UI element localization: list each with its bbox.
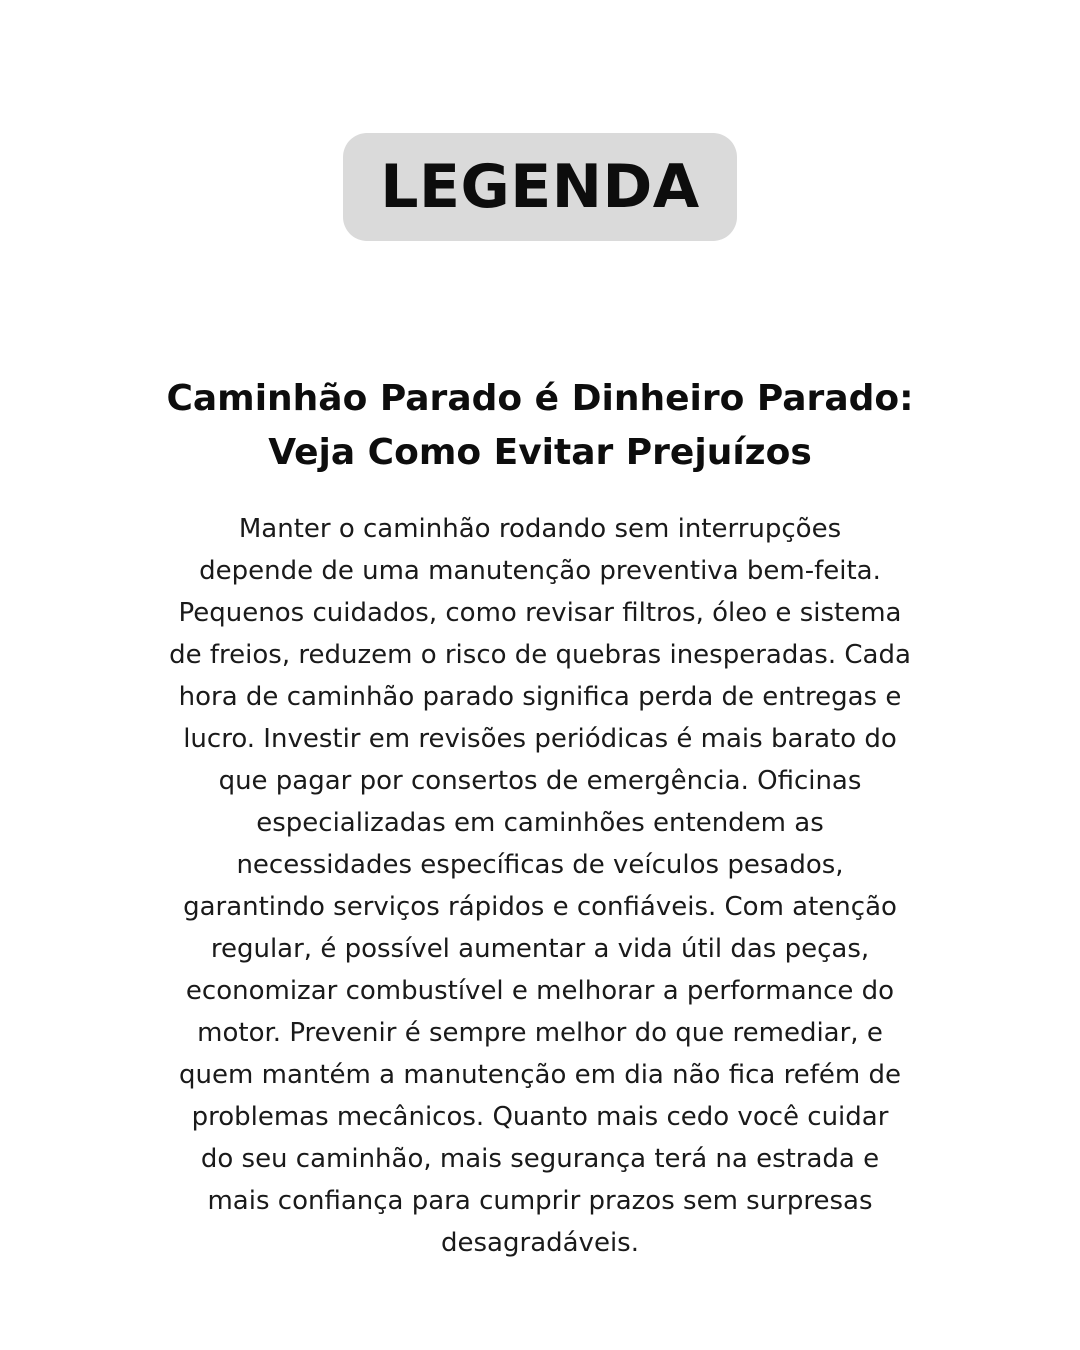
body-line: do seu caminhão, mais segurança terá na estrada e — [200, 1144, 880, 1174]
body-line: mais confiança para cumprir prazos sem surpresas — [207, 1186, 873, 1216]
body-line: regular, é possível aumentar a vida útil das peças, — [210, 934, 870, 964]
headline-line-2: Veja Como Evitar Prejuízos — [268, 432, 812, 473]
body-line: quem mantém a manutenção em dia não fica refém de — [179, 1060, 901, 1090]
badge-label: LEGENDA — [380, 152, 700, 222]
headline-line-1: Caminhão Parado é Dinheiro Parado: — [166, 378, 914, 419]
body-paragraph — [90, 508, 990, 1264]
body-line: garantindo serviços rápidos e confiáveis. Com atenção — [183, 892, 897, 922]
body-line: depende de uma manutenção preventiva bem-feita. — [199, 556, 881, 586]
body-line: Manter o caminhão rodando sem interrupções — [238, 514, 842, 544]
body-line: hora de caminhão parado significa perda de entregas e — [178, 682, 902, 712]
body-line: problemas mecânicos. Quanto mais cedo você cuidar — [191, 1102, 889, 1132]
body-line: necessidades específicas de veículos pesados, — [236, 850, 844, 880]
headline — [0, 372, 1080, 480]
body-line: que pagar por consertos de emergência. Oficinas — [218, 766, 862, 796]
body-line: de freios, reduzem o risco de quebras inesperadas. Cada — [169, 640, 911, 670]
body-line: Pequenos cuidados, como revisar filtros, óleo e sistema — [178, 598, 902, 628]
body-line: especializadas em caminhões entendem as — [256, 808, 824, 838]
body-line: lucro. Investir em revisões periódicas é mais barato do — [183, 724, 897, 754]
body-line: desagradáveis. — [441, 1228, 639, 1258]
badge-container — [0, 133, 1080, 241]
body-line: motor. Prevenir é sempre melhor do que remediar, e — [197, 1018, 883, 1048]
body-line: economizar combustível e melhorar a performance do — [185, 976, 895, 1006]
legenda-badge — [343, 133, 737, 241]
